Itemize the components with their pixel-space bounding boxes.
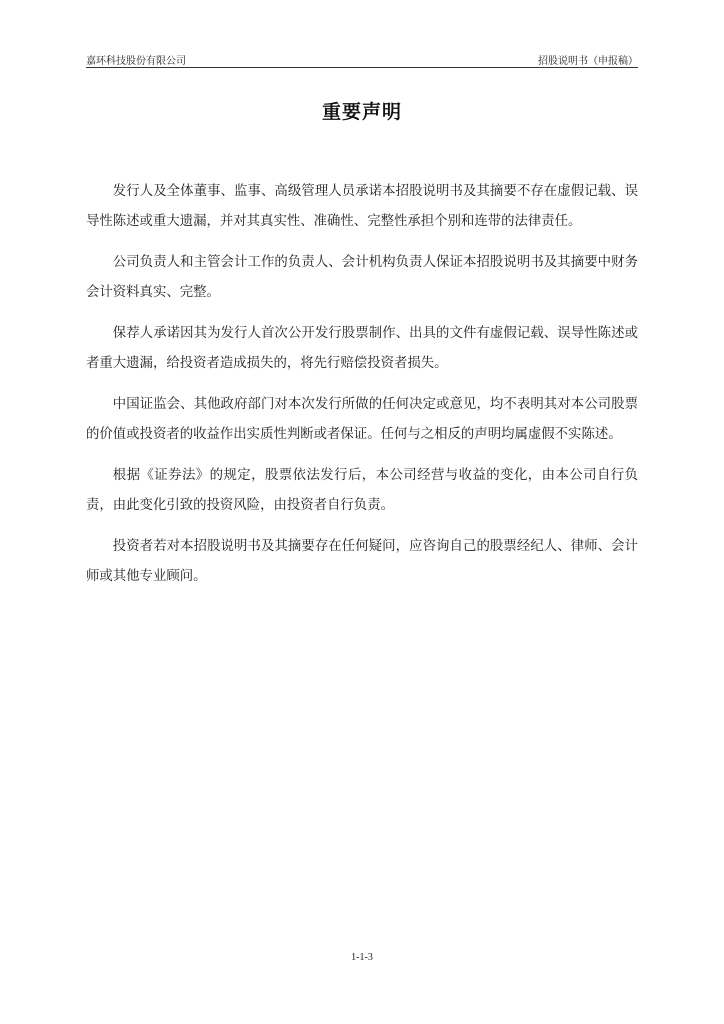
header-document-name: 招股说明书（申报稿） (538, 56, 638, 67)
page-number: 1-1-3 (351, 952, 373, 963)
paragraph-issuer-commitment: 发行人及全体董事、监事、高级管理人员承诺本招股说明书及其摘要不存在虚假记载、误导性陈述或重大遗漏，并对其真实性、准确性、完整性承担个别和连带的法律责任。 (86, 184, 638, 229)
paragraph-sponsor-commitment: 保荐人承诺因其为发行人首次公开发行股票制作、出具的文件有虚假记载、误导性陈述或者重大遗漏，给投资者造成损失的，将先行赔偿投资者损失。 (86, 326, 638, 371)
header-company-name: 嘉环科技股份有限公司 (86, 56, 186, 67)
paragraph-regulator-disclaimer: 中国证监会、其他政府部门对本次发行所做的任何决定或意见，均不表明其对本公司股票的价值或投资者的收益作出实质性判断或者保证。任何与之相反的声明均属虚假不实陈述。 (86, 397, 638, 442)
paragraph-securities-law: 根据《证券法》的规定，股票依法发行后，本公司经营与收益的变化，由本公司自行负责，由此变化引致的投资风险，由投资者自行负责。 (86, 468, 638, 513)
declaration-body (86, 177, 638, 603)
page-header (86, 50, 638, 68)
paragraph-financial-guarantee: 公司负责人和主管会计工作的负责人、会计机构负责人保证本招股说明书及其摘要中财务会计资料真实、完整。 (86, 255, 638, 300)
paragraph-investor-advice: 投资者若对本招股说明书及其摘要存在任何疑问，应咨询自己的股票经纪人、律师、会计师或其他专业顾问。 (86, 539, 638, 584)
page-title: 重要声明 (321, 101, 402, 123)
